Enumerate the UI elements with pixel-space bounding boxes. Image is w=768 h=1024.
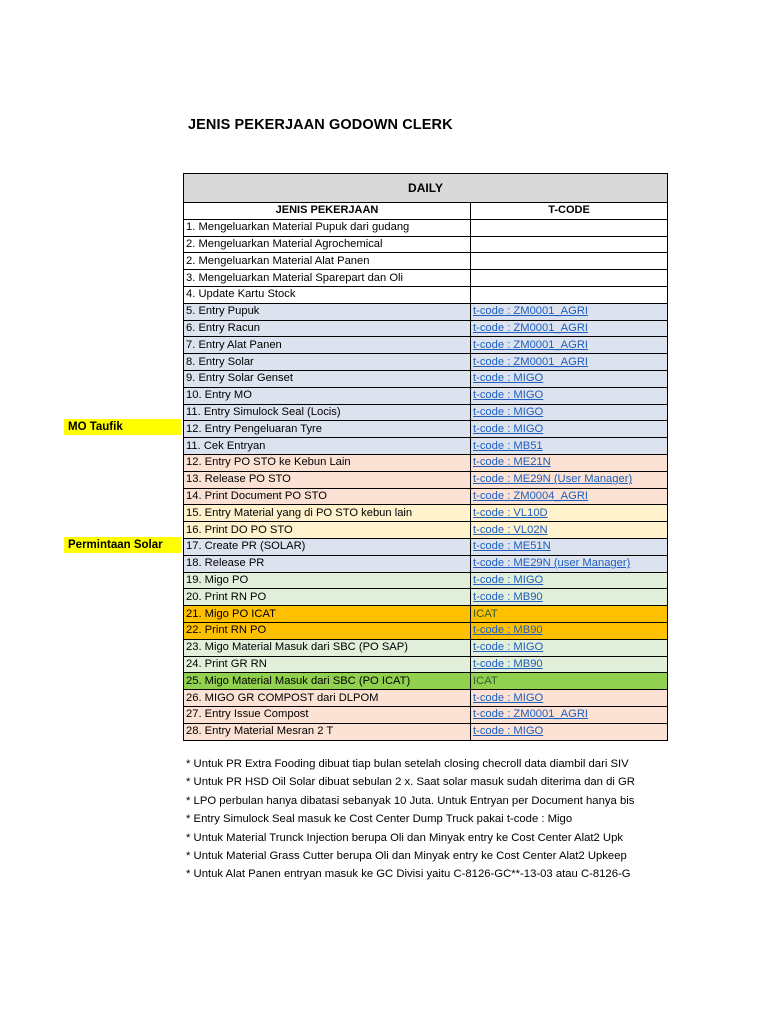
job-cell: 12. Entry Pengeluaran Tyre	[184, 421, 471, 438]
note-item: * Untuk Material Trunck Injection berupa Oli dan Minyak entry ke Cost Center Alat2 Upk	[186, 831, 624, 844]
tcode-cell	[471, 286, 668, 303]
job-cell: 10. Entry MO	[184, 387, 471, 404]
table-row	[184, 219, 668, 236]
tcode-link[interactable]: t-code : MIGO	[471, 572, 668, 589]
table-row	[184, 555, 668, 572]
job-cell: 14. Print Document PO STO	[184, 488, 471, 505]
table-row	[184, 589, 668, 606]
tcode-link[interactable]: t-code : ME29N (User Manager)	[471, 471, 668, 488]
tcode-link[interactable]: t-code : MIGO	[471, 421, 668, 438]
job-cell: 11. Cek Entryan	[184, 438, 471, 455]
tcode-link[interactable]: t-code : MIGO	[471, 387, 668, 404]
page-title: JENIS PEKERJAAN GODOWN CLERK	[188, 117, 453, 133]
tcode-link[interactable]: t-code : ZM0001_AGRI	[471, 303, 668, 320]
job-table	[183, 173, 668, 741]
table-row	[184, 387, 668, 404]
tcode-cell	[471, 253, 668, 270]
job-cell: 26. MIGO GR COMPOST dari DLPOM	[184, 690, 471, 707]
table-row	[184, 538, 668, 555]
table-row	[184, 572, 668, 589]
job-cell: 28. Entry Material Mesran 2 T	[184, 723, 471, 740]
table-row	[184, 421, 668, 438]
table-row	[184, 622, 668, 639]
job-cell: 11. Entry Simulock Seal (Locis)	[184, 404, 471, 421]
table-row	[184, 320, 668, 337]
tcode-cell	[471, 270, 668, 287]
column-header-job: JENIS PEKERJAAN	[184, 203, 471, 220]
job-cell: 19. Migo PO	[184, 572, 471, 589]
table-row	[184, 656, 668, 673]
table-row	[184, 471, 668, 488]
tcode-link[interactable]: t-code : ZM0001_AGRI	[471, 354, 668, 371]
tcode-link: ICAT	[471, 606, 668, 623]
job-cell: 6. Entry Racun	[184, 320, 471, 337]
job-cell: 18. Release PR	[184, 555, 471, 572]
table-row	[184, 438, 668, 455]
job-cell: 16. Print DO PO STO	[184, 522, 471, 539]
job-cell: 27. Entry Issue Compost	[184, 706, 471, 723]
job-cell: 8. Entry Solar	[184, 354, 471, 371]
table-row	[184, 370, 668, 387]
note-item: * LPO perbulan hanya dibatasi sebanyak 10 Juta. Untuk Entryan per Document hanya bis	[186, 794, 635, 807]
tcode-link[interactable]: t-code : MIGO	[471, 723, 668, 740]
table-row	[184, 488, 668, 505]
job-cell: 25. Migo Material Masuk dari SBC (PO ICAT)	[184, 673, 471, 690]
table-row	[184, 673, 668, 690]
tcode-link[interactable]: t-code : ME21N	[471, 454, 668, 471]
job-cell: 15. Entry Material yang di PO STO kebun lain	[184, 505, 471, 522]
job-cell: 20. Print RN PO	[184, 589, 471, 606]
tcode-link[interactable]: t-code : ME29N (user Manager)	[471, 555, 668, 572]
tcode-link[interactable]: t-code : MIGO	[471, 639, 668, 656]
tcode-link[interactable]: t-code : MB90	[471, 622, 668, 639]
tcode-link[interactable]: t-code : VL10D	[471, 505, 668, 522]
table-row	[184, 606, 668, 623]
job-cell: 17. Create PR (SOLAR)	[184, 538, 471, 555]
note-item: * Untuk Material Grass Cutter berupa Oli dan Minyak entry ke Cost Center Alat2 Upkeep	[186, 850, 627, 863]
table-row	[184, 337, 668, 354]
job-cell: 24. Print GR RN	[184, 656, 471, 673]
note-item: * Untuk PR Extra Fooding dibuat tiap bulan setelah closing checroll data diambil dari SIV	[186, 758, 629, 770]
job-cell: 2. Mengeluarkan Material Agrochemical	[184, 236, 471, 253]
table-row	[184, 354, 668, 371]
tcode-link[interactable]: t-code : ZM0001_AGRI	[471, 337, 668, 354]
tcode-link[interactable]: t-code : MIGO	[471, 690, 668, 707]
job-cell: 5. Entry Pupuk	[184, 303, 471, 320]
tcode-link[interactable]: t-code : ZM0001_AGRI	[471, 706, 668, 723]
tcode-cell	[471, 236, 668, 253]
job-cell: 2. Mengeluarkan Material Alat Panen	[184, 253, 471, 270]
table-row	[184, 723, 668, 740]
table-row	[184, 706, 668, 723]
note-item: * Entry Simulock Seal masuk ke Cost Center Dump Truck pakai t-code : Migo	[186, 813, 573, 826]
tcode-link[interactable]: t-code : MB90	[471, 589, 668, 606]
table-row	[184, 404, 668, 421]
tcode-cell	[471, 219, 668, 236]
tcode-link: ICAT	[471, 673, 668, 690]
job-cell: 3. Mengeluarkan Material Sparepart dan Oli	[184, 270, 471, 287]
job-cell: 22. Print RN PO	[184, 622, 471, 639]
tcode-link[interactable]: t-code : ZM0004_AGRI	[471, 488, 668, 505]
tcode-link[interactable]: t-code : ME51N	[471, 538, 668, 555]
job-cell: 13. Release PO STO	[184, 471, 471, 488]
table-row	[184, 270, 668, 287]
table-row	[184, 286, 668, 303]
tcode-link[interactable]: t-code : MIGO	[471, 370, 668, 387]
table-row	[184, 303, 668, 320]
table-row	[184, 236, 668, 253]
notes-list	[186, 755, 672, 884]
side-label-mo-taufik: MO Taufik	[64, 419, 181, 435]
tcode-link[interactable]: t-code : VL02N	[471, 522, 668, 539]
side-label-permintaan-solar: Permintaan Solar	[64, 537, 181, 553]
section-header-daily: DAILY	[184, 174, 668, 203]
job-cell: 9. Entry Solar Genset	[184, 370, 471, 387]
column-header-tcode: T-CODE	[471, 203, 668, 220]
table-row	[184, 639, 668, 656]
job-cell: 7. Entry Alat Panen	[184, 337, 471, 354]
job-cell: 1. Mengeluarkan Material Pupuk dari gudang	[184, 219, 471, 236]
tcode-link[interactable]: t-code : MB51	[471, 438, 668, 455]
table-row	[184, 454, 668, 471]
job-cell: 21. Migo PO ICAT	[184, 606, 471, 623]
tcode-link[interactable]: t-code : ZM0001_AGRI	[471, 320, 668, 337]
table-row	[184, 522, 668, 539]
table-row	[184, 253, 668, 270]
note-item: * Untuk Alat Panen entryan masuk ke GC Divisi yaitu C-8126-GC**-13-03 atau C-8126-G	[186, 868, 631, 881]
note-item: * Untuk PR HSD Oil Solar dibuat sebulan 2 x. Saat solar masuk sudah diterima dan di GR	[186, 776, 635, 789]
job-cell: 4. Update Kartu Stock	[184, 286, 471, 303]
table-row	[184, 690, 668, 707]
table-row	[184, 505, 668, 522]
job-cell: 23. Migo Material Masuk dari SBC (PO SAP)	[184, 639, 471, 656]
job-cell: 12. Entry PO STO ke Kebun Lain	[184, 454, 471, 471]
tcode-link[interactable]: t-code : MIGO	[471, 404, 668, 421]
tcode-link[interactable]: t-code : MB90	[471, 656, 668, 673]
